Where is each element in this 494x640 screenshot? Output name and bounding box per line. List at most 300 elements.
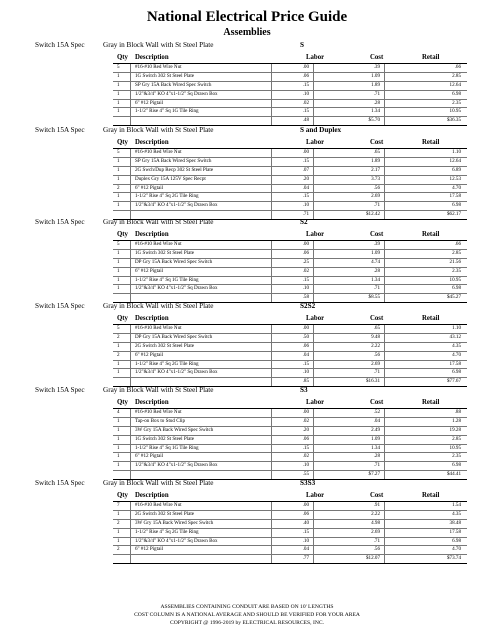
qty-cell: 1 (117, 426, 120, 433)
column-divider (271, 409, 272, 417)
qty-cell: 1 (117, 267, 120, 274)
description-header: Description (135, 231, 169, 238)
column-divider (130, 108, 131, 116)
cost-header: Cost (370, 399, 384, 406)
labor-cell: .00 (302, 241, 309, 247)
retail-cell: .88 (454, 409, 461, 415)
table-row (113, 259, 467, 268)
column-header-row (0, 230, 494, 240)
retail-cell: 1.54 (452, 502, 461, 508)
column-divider (384, 100, 385, 108)
qty-cell: 2 (117, 351, 120, 358)
table-row (113, 352, 467, 361)
labor-cell: .06 (302, 249, 309, 256)
cost-cell: 1.89 (371, 81, 380, 88)
retail-cell: 6.98 (452, 90, 461, 97)
qty-header: Qty (117, 139, 128, 146)
description-cell: 1/2"&3/4" KO 4"x1-1/2" Sq Drawn Box (135, 285, 218, 292)
qty-cell: 1 (117, 285, 120, 292)
column-divider (313, 418, 314, 426)
labor-cell: .02 (302, 267, 309, 274)
retail-cell: 19.28 (449, 426, 461, 433)
cost-cell: 1.09 (371, 249, 380, 256)
column-divider (271, 82, 272, 90)
cost-cell: 2.69 (371, 528, 380, 535)
retail-cell: 1.10 (452, 325, 461, 331)
cost-header: Cost (370, 231, 384, 238)
footer-line: COPYRIGHT @ 1996-2019 by ELECTRICAL RESOURCES, INC. (169, 620, 324, 626)
column-divider (313, 436, 314, 444)
column-divider (384, 352, 385, 360)
labor-cell: .15 (302, 276, 309, 283)
qty-cell: 1 (117, 417, 120, 424)
column-divider (130, 538, 131, 546)
cost-cell: 1.09 (371, 435, 380, 442)
labor-cell: .04 (302, 351, 309, 358)
labor-cell: .15 (302, 360, 309, 367)
column-divider (271, 453, 272, 461)
retail-cell: 38.48 (449, 519, 461, 526)
table-row (113, 418, 467, 427)
column-divider (130, 91, 131, 99)
column-divider (271, 546, 272, 554)
column-divider (130, 409, 131, 417)
cost-cell: 1.34 (371, 108, 380, 115)
description-cell: 1/2"&3/4" KO 4"x1-1/2" Sq Drawn Box (135, 202, 218, 209)
page-subtitle: Assemblies (223, 27, 271, 38)
description-cell: 6" #12 Pigtail (135, 99, 164, 106)
column-divider (313, 511, 314, 519)
retail-cell: 10.95 (449, 108, 461, 115)
table-row (113, 529, 467, 538)
column-divider (130, 418, 131, 426)
retail-cell: 10.95 (449, 276, 461, 283)
cost-cell: .52 (373, 409, 380, 415)
cost-cell: 2.22 (371, 342, 380, 349)
retail-header: Retail (422, 139, 440, 146)
description-cell: 1-1/2" Rise 4" Sq 2G Tile Ring (135, 193, 199, 200)
column-divider (271, 418, 272, 426)
retail-header: Retail (422, 399, 440, 406)
labor-cell: .00 (302, 149, 309, 155)
retail-cell: 6.98 (452, 285, 461, 292)
labor-cell: .07 (302, 166, 309, 173)
total-labor: .77 (302, 555, 309, 562)
total-labor: .58 (302, 294, 309, 301)
assembly-table (113, 240, 467, 303)
section-code: S and Duplex (300, 126, 342, 134)
total-row (113, 555, 467, 564)
column-divider (130, 436, 131, 444)
column-divider (130, 361, 131, 369)
column-divider (384, 453, 385, 461)
description-cell: SP Gry 15A Back Wired Spec Switch (135, 81, 212, 88)
retail-cell: 4.35 (452, 510, 461, 517)
cost-cell: 4.74 (371, 258, 380, 265)
column-divider (271, 185, 272, 193)
column-divider (384, 546, 385, 554)
section-spec: Switch 15A Spec (35, 126, 85, 134)
qty-cell: 4 (117, 409, 120, 415)
table-row (113, 369, 467, 378)
description-cell: 1-1/2" Rise 4" Sq 1G Tile Ring (135, 108, 199, 115)
column-divider (384, 325, 385, 333)
retail-cell: 10.95 (449, 444, 461, 451)
cost-header: Cost (370, 315, 384, 322)
cost-header: Cost (370, 492, 384, 499)
column-divider (313, 361, 314, 369)
column-divider (384, 158, 385, 166)
column-divider (313, 241, 314, 249)
column-divider (271, 73, 272, 81)
labor-cell: .00 (302, 409, 309, 415)
column-divider (130, 427, 131, 435)
table-row (113, 462, 467, 471)
column-divider (384, 502, 385, 510)
column-divider (130, 325, 131, 333)
column-divider (271, 167, 272, 175)
labor-cell: .15 (302, 193, 309, 200)
retail-cell: 12.64 (449, 157, 461, 164)
cost-cell: 1.34 (371, 276, 380, 283)
labor-cell: .40 (302, 519, 309, 526)
column-divider (384, 91, 385, 99)
description-cell: 2G Switch 302 St Steel Plate (135, 510, 195, 517)
column-divider (313, 352, 314, 360)
total-retail: $45.27 (446, 294, 461, 301)
retail-cell: 1.10 (452, 149, 461, 155)
column-divider (384, 334, 385, 342)
table-row (113, 409, 467, 418)
section-description: Gray in Block Wall with St Steel Plate (103, 41, 214, 49)
column-divider (130, 82, 131, 90)
column-divider (313, 100, 314, 108)
labor-header: Labor (306, 231, 325, 238)
qty-cell: 5 (117, 325, 120, 331)
qty-cell: 5 (117, 64, 120, 70)
retail-header: Retail (422, 492, 440, 499)
column-divider (313, 64, 314, 72)
table-row (113, 241, 467, 250)
table-row (113, 73, 467, 82)
description-header: Description (135, 139, 169, 146)
retail-cell: 2.85 (452, 72, 461, 79)
table-row (113, 361, 467, 370)
column-divider (271, 259, 272, 267)
column-divider (384, 285, 385, 293)
column-divider (313, 427, 314, 435)
column-divider (384, 82, 385, 90)
description-cell: #16-#10 Red Wire Nut (135, 409, 182, 415)
column-divider (384, 73, 385, 81)
description-cell: #16-#10 Red Wire Nut (135, 502, 182, 508)
column-divider (313, 453, 314, 461)
description-cell: 1-1/2" Rise 4" Sq 2G Tile Ring (135, 528, 199, 535)
section-code: S3 (300, 386, 308, 394)
assembly-table (113, 501, 467, 564)
table-row (113, 193, 467, 202)
assembly-table (113, 408, 467, 480)
column-divider (313, 202, 314, 210)
column-divider (313, 445, 314, 453)
labor-cell: .10 (302, 537, 309, 544)
column-divider (130, 176, 131, 184)
qty-cell: 1 (117, 157, 120, 164)
footer-notes (0, 603, 494, 627)
column-divider (384, 520, 385, 528)
column-divider (271, 445, 272, 453)
qty-cell: 1 (117, 72, 120, 79)
column-divider (313, 185, 314, 193)
column-divider (384, 445, 385, 453)
qty-header: Qty (117, 231, 128, 238)
total-cost: $8.55 (368, 294, 380, 301)
column-divider (313, 259, 314, 267)
retail-cell: 21.56 (449, 258, 461, 265)
column-divider (271, 149, 272, 157)
table-row (113, 202, 467, 211)
labor-cell: .10 (302, 369, 309, 376)
column-divider (130, 149, 131, 157)
column-divider (130, 529, 131, 537)
column-divider (384, 436, 385, 444)
column-divider (271, 369, 272, 377)
cost-cell: .04 (373, 417, 380, 424)
column-divider (271, 502, 272, 510)
cost-cell: 1.34 (371, 444, 380, 451)
qty-cell: 1 (117, 249, 120, 256)
assembly-table (113, 148, 467, 220)
retail-cell: 6.98 (452, 369, 461, 376)
cost-cell: 1.89 (371, 157, 380, 164)
labor-cell: .02 (302, 453, 309, 460)
table-row (113, 268, 467, 277)
cost-cell: .39 (373, 241, 380, 247)
description-cell: 3W Gry 15A Back Wired Spec Switch (135, 519, 214, 526)
qty-cell: 1 (117, 175, 120, 182)
column-divider (384, 277, 385, 285)
column-divider (130, 202, 131, 210)
table-row (113, 64, 467, 73)
column-divider (271, 436, 272, 444)
retail-cell: 17.58 (449, 528, 461, 535)
qty-cell: 1 (117, 258, 120, 265)
section-code: S2S2 (300, 302, 316, 310)
retail-cell: 4.70 (452, 184, 461, 191)
table-row (113, 82, 467, 91)
description-header: Description (135, 54, 169, 61)
labor-cell: .10 (302, 202, 309, 209)
retail-cell: 17.58 (449, 193, 461, 200)
section-description: Gray in Block Wall with St Steel Plate (103, 302, 214, 310)
table-row (113, 343, 467, 352)
retail-cell: 2.85 (452, 435, 461, 442)
column-divider (271, 343, 272, 351)
retail-cell: .66 (454, 241, 461, 247)
column-divider (130, 546, 131, 554)
qty-cell: 1 (117, 369, 120, 376)
column-divider (130, 453, 131, 461)
qty-cell: 5 (117, 149, 120, 155)
description-cell: 3W Gry 15A Back Wired Spec Switch (135, 426, 214, 433)
description-header: Description (135, 492, 169, 499)
table-row (113, 511, 467, 520)
column-divider (271, 538, 272, 546)
table-row (113, 436, 467, 445)
column-divider (313, 285, 314, 293)
section-spec: Switch 15A Spec (35, 479, 85, 487)
table-row (113, 277, 467, 286)
table-row (113, 325, 467, 334)
retail-cell: 4.70 (452, 546, 461, 553)
labor-cell: .06 (302, 342, 309, 349)
column-divider (271, 202, 272, 210)
column-divider (271, 64, 272, 72)
labor-cell: .20 (302, 426, 309, 433)
column-divider (130, 167, 131, 175)
qty-cell: 1 (117, 99, 120, 106)
section-header (0, 217, 494, 228)
table-row (113, 427, 467, 436)
total-cost: $12.07 (365, 555, 380, 562)
total-retail: $62.17 (446, 211, 461, 218)
column-divider (130, 100, 131, 108)
column-divider (313, 462, 314, 470)
total-cost: $5.70 (368, 117, 380, 124)
qty-cell: 1 (117, 108, 120, 115)
description-cell: Duplex Gry 15A 125V Spec Recpt (135, 175, 206, 182)
total-labor: .55 (302, 471, 309, 478)
labor-cell: .15 (302, 157, 309, 164)
column-divider (130, 250, 131, 258)
cost-cell: .71 (373, 285, 380, 292)
table-row (113, 185, 467, 194)
labor-cell: .15 (302, 444, 309, 451)
section-description: Gray in Block Wall with St Steel Plate (103, 479, 214, 487)
cost-cell: 3.73 (371, 175, 380, 182)
table-row (113, 334, 467, 343)
table-row (113, 158, 467, 167)
column-divider (313, 193, 314, 201)
cost-cell: .65 (373, 325, 380, 331)
table-row (113, 167, 467, 176)
section-code: S3S3 (300, 479, 316, 487)
column-divider (130, 268, 131, 276)
column-divider (313, 277, 314, 285)
cost-cell: .56 (373, 546, 380, 553)
labor-cell: .50 (302, 333, 309, 340)
description-cell: 1-1/2" Rise 4" Sq 2G Tile Ring (135, 360, 199, 367)
column-divider (130, 277, 131, 285)
labor-cell: .04 (302, 546, 309, 553)
table-row (113, 285, 467, 294)
qty-cell: 1 (117, 166, 120, 173)
column-divider (130, 285, 131, 293)
column-divider (384, 259, 385, 267)
column-divider (384, 418, 385, 426)
retail-cell: 6.98 (452, 537, 461, 544)
qty-cell: 1 (117, 360, 120, 367)
column-divider (313, 73, 314, 81)
column-divider (384, 529, 385, 537)
column-divider (313, 520, 314, 528)
total-retail: $77.67 (446, 378, 461, 385)
cost-cell: 4.98 (371, 519, 380, 526)
qty-cell: 1 (117, 90, 120, 97)
column-divider (130, 185, 131, 193)
qty-cell: 2 (117, 519, 120, 526)
retail-cell: 2.35 (452, 453, 461, 460)
column-divider (313, 538, 314, 546)
labor-header: Labor (306, 139, 325, 146)
labor-cell: .06 (302, 510, 309, 517)
retail-header: Retail (422, 231, 440, 238)
labor-cell: .00 (302, 325, 309, 331)
section-spec: Switch 15A Spec (35, 218, 85, 226)
table-row (113, 453, 467, 462)
section-header (0, 40, 494, 51)
column-divider (130, 158, 131, 166)
column-divider (130, 462, 131, 470)
qty-header: Qty (117, 54, 128, 61)
qty-header: Qty (117, 492, 128, 499)
description-cell: DP Gry 15A Back Wired Spec Switch (135, 333, 213, 340)
column-divider (384, 241, 385, 249)
column-divider (384, 64, 385, 72)
section-header (0, 478, 494, 489)
column-divider (130, 555, 131, 563)
table-row (113, 176, 467, 185)
description-cell: SP Gry 15A Back Wired Spec Switch (135, 157, 212, 164)
cost-header: Cost (370, 139, 384, 146)
labor-cell: .06 (302, 435, 309, 442)
description-cell: 6" #12 Pigtail (135, 184, 164, 191)
description-cell: 2G Swch/Dup Recp 302 St Steel Plate (135, 166, 214, 173)
column-divider (271, 108, 272, 116)
column-divider (130, 445, 131, 453)
section-header (0, 301, 494, 312)
cost-cell: 2.17 (371, 166, 380, 173)
column-divider (271, 241, 272, 249)
column-divider (313, 546, 314, 554)
retail-header: Retail (422, 315, 440, 322)
table-row (113, 250, 467, 259)
retail-cell: 1.28 (452, 417, 461, 424)
description-cell: 1/2"&3/4" KO 4"x1-1/2" Sq Drawn Box (135, 537, 218, 544)
description-cell: 1-1/2" Rise 4" Sq 1G Tile Ring (135, 276, 199, 283)
column-divider (384, 409, 385, 417)
labor-cell: .10 (302, 90, 309, 97)
column-divider (271, 325, 272, 333)
table-row (113, 100, 467, 109)
column-divider (384, 361, 385, 369)
qty-cell: 1 (117, 510, 120, 517)
column-divider (313, 250, 314, 258)
description-cell: 6" #12 Pigtail (135, 453, 164, 460)
column-divider (271, 158, 272, 166)
labor-cell: .00 (302, 64, 309, 70)
column-divider (271, 250, 272, 258)
column-divider (271, 361, 272, 369)
retail-cell: 12.64 (449, 81, 461, 88)
description-cell: #16-#10 Red Wire Nut (135, 241, 182, 247)
cost-header: Cost (370, 54, 384, 61)
cost-cell: .71 (373, 369, 380, 376)
description-cell: 6" #12 Pigtail (135, 351, 164, 358)
qty-cell: 1 (117, 528, 120, 535)
cost-cell: .65 (373, 149, 380, 155)
labor-cell: .06 (302, 72, 309, 79)
